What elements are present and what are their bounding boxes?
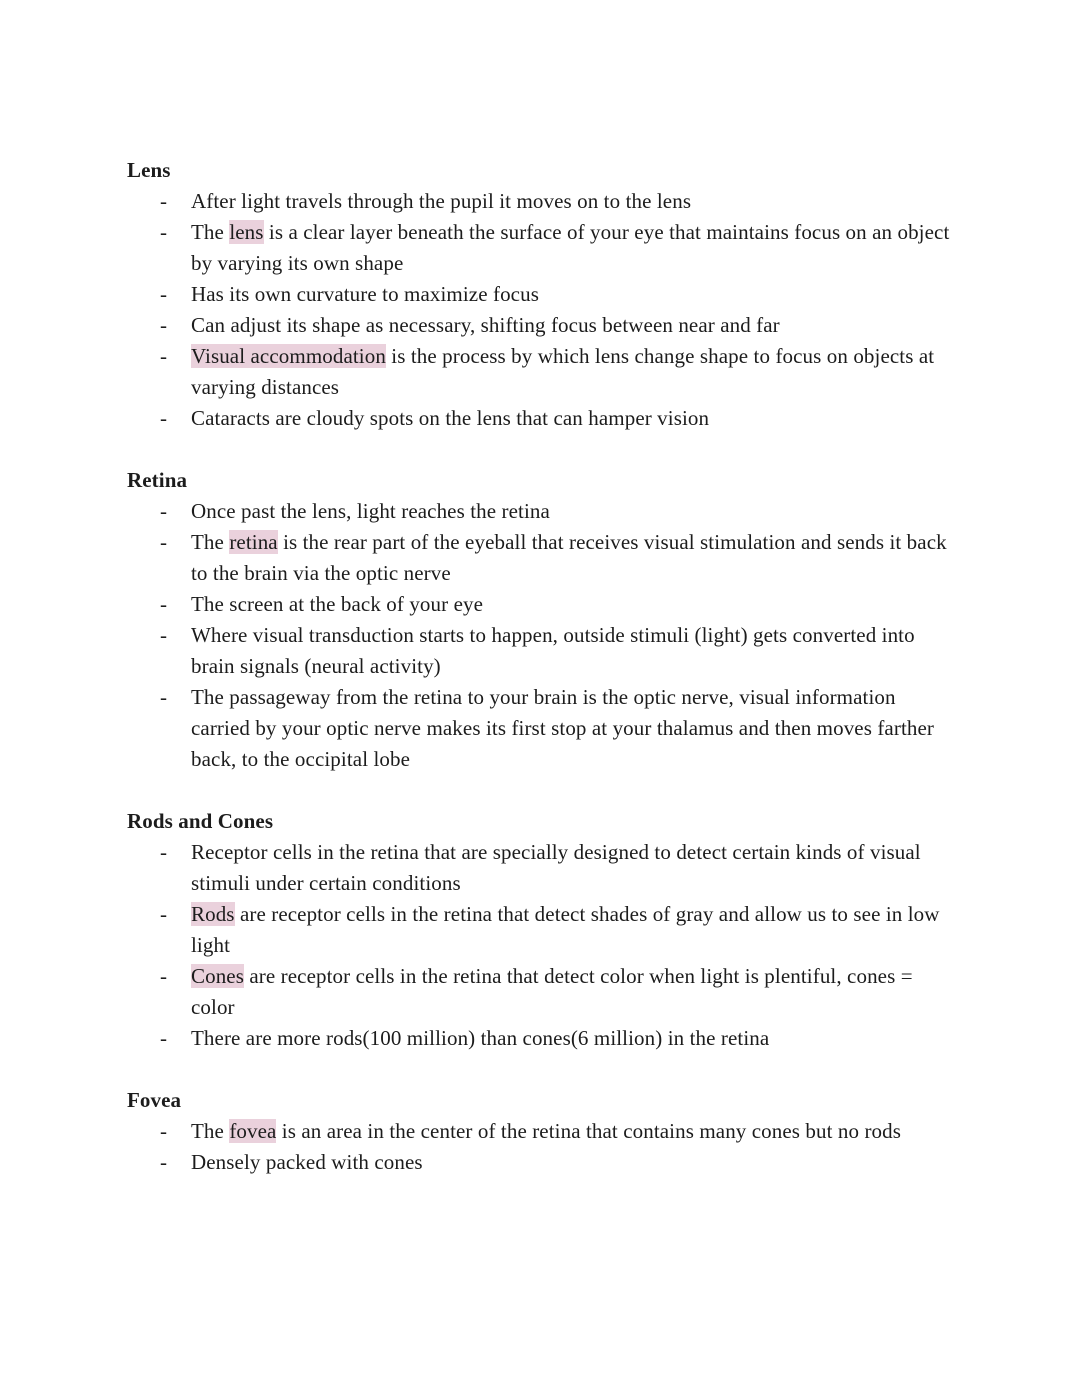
bullet-text: [191, 527, 953, 589]
list-item: [127, 403, 953, 434]
list-item: [127, 837, 953, 899]
list-item: [127, 620, 953, 682]
bullet-text: [191, 310, 953, 341]
bullet-text: [191, 403, 953, 434]
bullet-dash: -: [160, 623, 168, 647]
bullet-text: [191, 279, 953, 310]
text-segment: The: [191, 1119, 230, 1143]
list-item: [127, 1023, 953, 1054]
text-segment: The: [191, 530, 230, 554]
text-segment: are receptor cells in the retina that detect shades of gray and allow us to see in low light: [191, 902, 940, 957]
text-segment: is the process by which lens change shape to focus on objects at varying distances: [191, 344, 935, 399]
text-segment: is the rear part of the eyeball that receives visual stimulation and sends it back to the brain via the optic nerve: [191, 530, 947, 585]
list-item: [127, 279, 953, 310]
bullet-text: [191, 961, 953, 1023]
bullet-dash: -: [160, 964, 168, 988]
list-item: [127, 341, 953, 403]
bullet-dash: -: [160, 685, 168, 709]
text-segment: Once past the lens, light reaches the retina: [191, 499, 550, 523]
notes-section: [127, 1085, 953, 1178]
bullet-text: [191, 217, 953, 279]
list-item: [127, 899, 953, 961]
bullet-dash: -: [160, 344, 168, 368]
highlighted-term: lens: [229, 220, 264, 244]
text-segment: is a clear layer beneath the surface of your eye that maintains focus on an object by varying its own shape: [191, 220, 950, 275]
document-content: [127, 155, 953, 1178]
bullet-dash: -: [160, 530, 168, 554]
bullet-text: [191, 899, 953, 961]
highlighted-term: Cones: [191, 964, 244, 988]
bullet-text: [191, 1147, 953, 1178]
list-item: [127, 1147, 953, 1178]
bullet-dash: -: [160, 1119, 168, 1143]
section-heading: Rods and Cones: [127, 809, 274, 833]
list-item: [127, 1116, 953, 1147]
bullet-dash: -: [160, 592, 168, 616]
text-segment: The passageway from the retina to your brain is the optic nerve, visual information carried by your optic nerve makes its first stop at your thalamus and then moves farther back, to the occipital lobe: [191, 685, 934, 771]
bullet-dash: -: [160, 189, 168, 213]
text-segment: After light travels through the pupil it moves on to the lens: [191, 189, 692, 213]
list-item: [127, 589, 953, 620]
list-item: [127, 682, 953, 775]
bullet-dash: -: [160, 902, 168, 926]
list-item: [127, 527, 953, 589]
list-item: [127, 961, 953, 1023]
list-item: [127, 496, 953, 527]
notes-section: [127, 806, 953, 1054]
bullet-text: [191, 589, 953, 620]
bullet-text: [191, 186, 953, 217]
bullet-dash: -: [160, 1150, 168, 1174]
highlighted-term: retina: [229, 530, 278, 554]
notes-section: [127, 465, 953, 775]
section-heading: Retina: [127, 468, 188, 492]
highlighted-term: fovea: [229, 1119, 277, 1143]
bullet-text: [191, 341, 953, 403]
bullet-text: [191, 1023, 953, 1054]
list-item: [127, 217, 953, 279]
notes-section: [127, 155, 953, 434]
bullet-dash: -: [160, 406, 168, 430]
text-segment: There are more rods(100 million) than cones(6 million) in the retina: [191, 1026, 770, 1050]
text-segment: Can adjust its shape as necessary, shifting focus between near and far: [191, 313, 780, 337]
text-segment: Receptor cells in the retina that are specially designed to detect certain kinds of visual stimuli under certain conditions: [191, 840, 921, 895]
highlighted-term: Rods: [191, 902, 235, 926]
bullet-dash: -: [160, 313, 168, 337]
text-segment: The: [191, 220, 230, 244]
bullet-dash: -: [160, 499, 168, 523]
bullet-text: [191, 837, 953, 899]
text-segment: Cataracts are cloudy spots on the lens that can hamper vision: [191, 406, 710, 430]
section-heading: Fovea: [127, 1088, 182, 1112]
bullet-dash: -: [160, 840, 168, 864]
bullet-dash: -: [160, 220, 168, 244]
text-segment: is an area in the center of the retina that contains many cones but no rods: [276, 1119, 902, 1143]
text-segment: are receptor cells in the retina that detect color when light is plentiful, cones = color: [191, 964, 913, 1019]
bullet-dash: -: [160, 282, 168, 306]
bullet-text: [191, 620, 953, 682]
bullet-text: [191, 496, 953, 527]
bullet-dash: -: [160, 1026, 168, 1050]
bullet-text: [191, 1116, 953, 1147]
text-segment: Densely packed with cones: [191, 1150, 423, 1174]
section-heading: Lens: [127, 158, 171, 182]
list-item: [127, 310, 953, 341]
text-segment: The screen at the back of your eye: [191, 592, 484, 616]
text-segment: Where visual transduction starts to happen, outside stimuli (light) gets converted into brain signals (neural activity): [191, 623, 915, 678]
text-segment: Has its own curvature to maximize focus: [191, 282, 539, 306]
highlighted-term: Visual accommodation: [191, 344, 386, 368]
list-item: [127, 186, 953, 217]
bullet-text: [191, 682, 953, 775]
